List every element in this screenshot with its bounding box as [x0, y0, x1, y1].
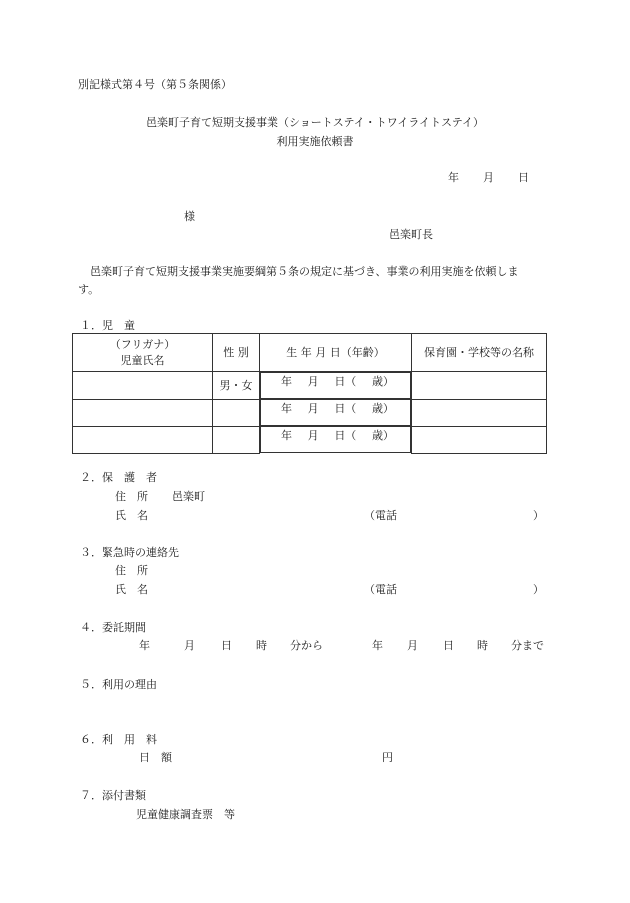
children-table — [72, 333, 547, 454]
from-year: 年 — [139, 639, 150, 652]
header-gender: 性 別 — [213, 334, 260, 372]
emergency-name-label: 氏 名 — [115, 583, 148, 596]
guardian-address-value[interactable]: 邑楽町 — [172, 490, 205, 503]
emergency-phone-close: ） — [533, 583, 544, 596]
school-cell[interactable] — [412, 372, 547, 400]
guardian-name-label: 氏 名 — [115, 509, 148, 522]
child-name-cell[interactable] — [73, 372, 213, 400]
section5-heading: ５．利用の理由 — [80, 678, 157, 691]
header-child-name — [73, 334, 213, 372]
to-year: 年 — [372, 639, 383, 652]
dob-year: 年 — [281, 402, 292, 415]
from-hour: 時 — [256, 639, 267, 652]
gender-cell[interactable] — [213, 426, 260, 453]
to-month: 月 — [407, 639, 418, 652]
school-cell[interactable] — [412, 399, 547, 426]
emergency-address-label: 住 所 — [115, 564, 148, 577]
date-month-label: 月 — [483, 171, 494, 184]
dob-year: 年 — [281, 375, 292, 388]
dob-cell[interactable] — [260, 426, 411, 453]
table-row — [73, 399, 547, 426]
form-title-line1: 邑楽町子育て短期支援事業（ショートステイ・トワイライトステイ） — [146, 116, 484, 129]
section2-heading: ２．保 護 者 — [80, 471, 157, 484]
header-dob: 生 年 月 日（年齢） — [260, 334, 412, 372]
school-cell[interactable] — [412, 426, 547, 453]
table-header-row — [73, 334, 547, 372]
addressee-suffix: 様 — [184, 210, 195, 223]
dob-day: 日（ — [334, 402, 357, 415]
dob-month: 月 — [307, 429, 319, 442]
section1-heading: １．児 童 — [80, 319, 135, 332]
header-name-kana: （フリガナ） — [109, 337, 176, 351]
dob-cell[interactable] — [260, 372, 411, 399]
from-day: 日 — [221, 639, 232, 652]
section6-heading: ６．利 用 料 — [80, 733, 157, 746]
dob-age: 歳） — [371, 429, 394, 442]
emergency-phone-open: （電話 — [364, 583, 397, 596]
guardian-phone-close: ） — [533, 509, 544, 522]
dob-year: 年 — [281, 429, 292, 442]
dob-day: 日（ — [334, 375, 357, 388]
to-hour: 時 — [477, 639, 488, 652]
date-year-label: 年 — [448, 171, 459, 184]
dob-age: 歳） — [371, 375, 394, 388]
body-text-line1: 邑楽町子育て短期支援事業実施要綱第５条の規定に基づき、事業の利用実施を依頼しま — [90, 265, 519, 278]
date-day-label: 日 — [518, 171, 529, 184]
dob-day: 日（ — [334, 429, 357, 442]
table-row — [73, 426, 547, 453]
dob-month: 月 — [307, 375, 319, 388]
daily-fee-label: 日 額 — [139, 751, 172, 764]
gender-cell[interactable]: 男・女 — [213, 372, 260, 400]
form-reference: 別記様式第４号（第５条関係） — [78, 78, 232, 91]
child-name-cell[interactable] — [73, 426, 213, 453]
section3-heading: ３．緊急時の連絡先 — [80, 546, 179, 559]
form-title-line2: 利用実施依頼書 — [276, 135, 354, 148]
guardian-address-label: 住 所 — [115, 490, 148, 503]
dob-month: 月 — [307, 402, 319, 415]
from-month: 月 — [184, 639, 195, 652]
body-text-line2: す。 — [78, 283, 100, 296]
section7-heading: ７．添付書類 — [80, 789, 146, 802]
header-school: 保育園・学校等の名称 — [412, 334, 547, 372]
header-name: 児童氏名 — [120, 353, 165, 367]
to-minute: 分まで — [511, 639, 544, 652]
from-minute: 分から — [290, 639, 323, 652]
gender-cell[interactable] — [213, 399, 260, 426]
dob-cell[interactable] — [260, 399, 411, 426]
guardian-phone-open: （電話 — [364, 509, 397, 522]
dob-age: 歳） — [371, 402, 394, 415]
section4-heading: ４．委託期間 — [80, 621, 146, 634]
fee-unit: 円 — [382, 751, 393, 764]
to-day: 日 — [443, 639, 454, 652]
table-row — [73, 372, 547, 400]
attachment-item: 児童健康調査票 等 — [136, 808, 235, 821]
child-name-cell[interactable] — [73, 399, 213, 426]
issuer: 邑楽町長 — [389, 228, 433, 241]
